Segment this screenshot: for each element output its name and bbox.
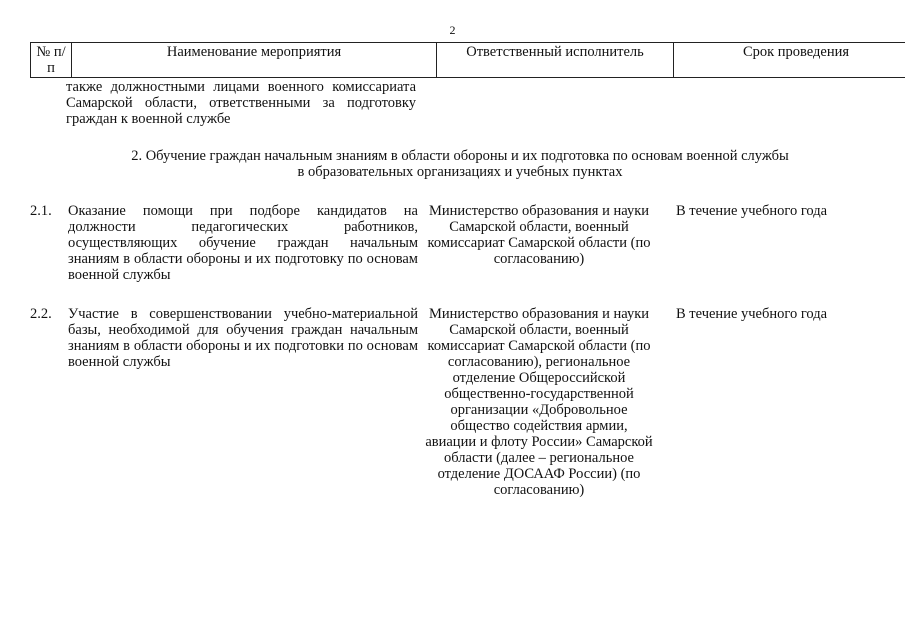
- row-number: 2.1.: [30, 203, 52, 219]
- header-num: № п/п: [31, 43, 72, 78]
- row-name: Оказание помощи при подборе кандидатов на должности педагогических работников, осуществляющих обучение граждан начальным знаниям в области обороны и их подготовку по основам военной службы: [68, 203, 418, 283]
- row-executor: Министерство образования и науки Самарской области, военный комиссариат Самарской области (по согласованию): [427, 203, 651, 267]
- row-term: В течение учебного года: [676, 306, 828, 322]
- header-name: Наименование мероприятия: [72, 43, 437, 78]
- continuation-text: также должностными лицами военного комиссариата Самарской области, ответственными за подготовку граждан к военной службе: [66, 79, 416, 127]
- table-header: [30, 42, 905, 78]
- header-executor: Ответственный исполнитель: [437, 43, 674, 78]
- section-title-line1: 2. Обучение граждан начальным знаниям в области обороны и их подготовка по основам военной службы: [131, 148, 789, 164]
- header-term: Срок проведения: [674, 43, 905, 78]
- section-title-line2: в образовательных организациях и учебных пунктах: [297, 164, 623, 180]
- header-row: [31, 43, 905, 78]
- row-name: Участие в совершенствовании учебно-материальной базы, необходимой для обучения граждан начальным знаниям в области обороны и их подготовки по основам военной службы: [68, 306, 418, 370]
- row-executor: Министерство образования и науки Самарской области, военный комиссариат Самарской области (по согласованию), региональное отделение Общероссийской общественно-государственной организации «Добровольное общество содействия армии, авиации и флоту России» Самарской области (далее – региональное отделение ДОСААФ России) (по согласованию): [425, 306, 653, 498]
- row-number: 2.2.: [30, 306, 52, 322]
- section-title: [30, 148, 890, 180]
- row-term: В течение учебного года: [676, 203, 828, 219]
- page-number: 2: [449, 23, 456, 37]
